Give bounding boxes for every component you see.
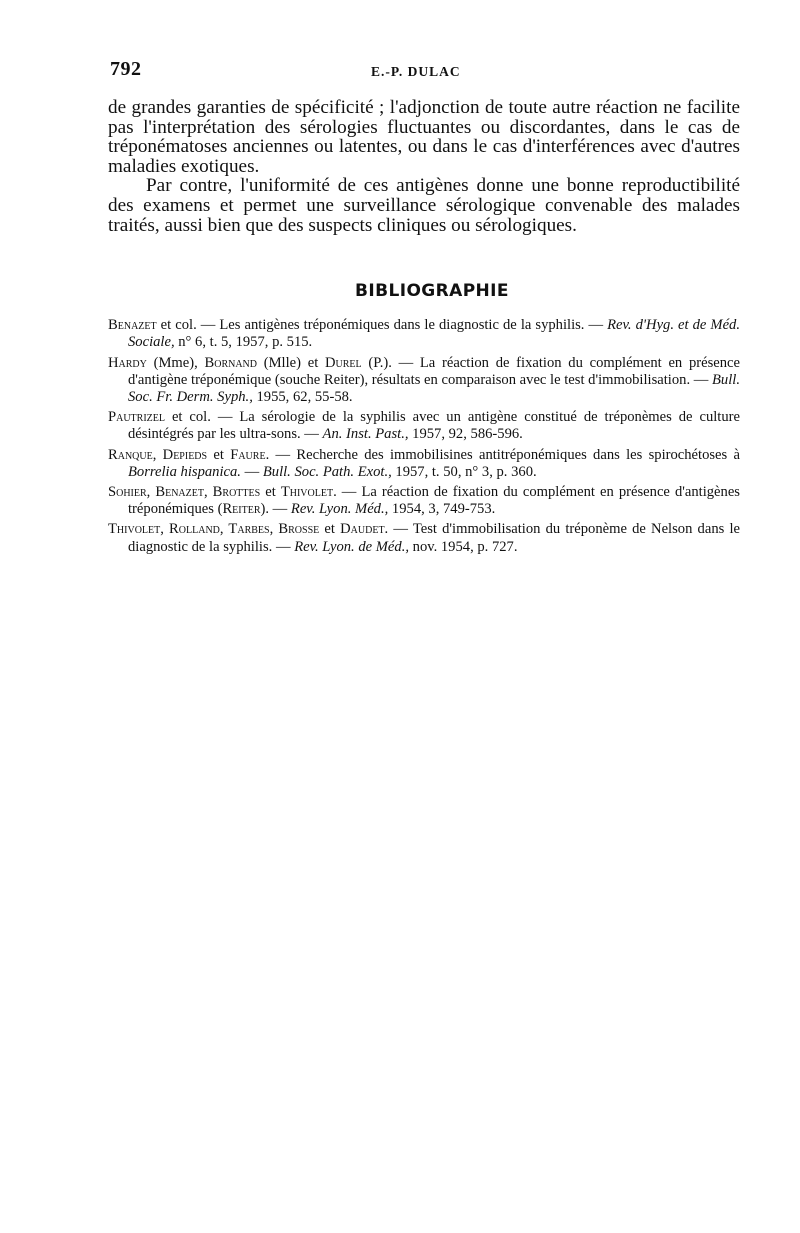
reference-text: et col. — La sérologie de la syphilis avec un antigène constitué de tréponèmes de culture désintégrés par les ultra-sons. —: [128, 409, 740, 443]
reference-species: Borrelia hispanica.: [128, 463, 241, 480]
reference-text: et: [260, 483, 281, 500]
reference-text: 1957, t. 50, n° 3, p. 360.: [391, 463, 537, 480]
reference-item: [108, 409, 740, 443]
reference-journal: An. Inst. Past.,: [322, 426, 409, 443]
reference-authors: Bornand: [204, 354, 257, 371]
reference-text: et col. — Les antigènes tréponémiques dans le diagnostic de la syphilis. —: [156, 317, 608, 334]
reference-authors: Durel: [324, 354, 362, 371]
reference-journal: Rev. Lyon. de Méd.,: [294, 538, 409, 555]
reference-item: [108, 317, 740, 351]
reference-item: [108, 447, 740, 481]
reference-journal: Bull. Soc. Path. Exot.,: [262, 463, 392, 480]
reference-list: [108, 317, 740, 556]
reference-authors: Faure: [230, 446, 266, 463]
reference-journal: Bull. Soc. Fr. Derm. Syph.,: [128, 371, 740, 405]
reference-authors: Benazet: [108, 317, 157, 334]
reference-text: et: [319, 521, 341, 538]
bibliography-title: BIBLIOGRAPHIE: [355, 281, 509, 302]
body-text: [108, 98, 740, 235]
reference-text: et: [207, 446, 231, 463]
reference-text: 1954, 3, 749-753.: [388, 501, 496, 518]
reference-item: [108, 355, 740, 407]
reference-text: (Mlle) et: [257, 354, 325, 371]
reference-authors: Ranque, Depieds: [108, 446, 208, 463]
reference-text: . — Recherche des immobilisines antitréponémiques dans les spirochétoses à: [265, 446, 740, 463]
reference-text: nov. 1954, p. 727.: [409, 538, 518, 555]
paragraph: de grandes garanties de spécificité ; l'adjonction de toute autre réaction ne facilite pas l'interprétation des sérologies fluctuantes ou discordantes, dans le cas de tréponématoses anciennes ou latentes, ou dans le cas d'interférences avec d'autres maladies exotiques.: [108, 97, 740, 177]
reference-authors: Sohier, Benazet, Brottes: [108, 483, 261, 500]
reference-text: . — La réaction de fixation du complément en présence d'antigènes tréponémiques (: [128, 483, 740, 518]
reference-text: (P.). — La réaction de fixation du complément en présence d'antigène tréponémique (souche Reiter), résultats en comparaison avec le test d'immobilisation. —: [128, 354, 740, 388]
running-head: [108, 58, 740, 88]
reference-text: (Mme),: [146, 354, 205, 371]
reference-text: n° 6, t. 5, 1957, p. 515.: [174, 334, 313, 351]
reference-authors: Thivolet, Rolland, Tarbes, Brosse: [108, 521, 320, 538]
reference-authors: Thivolet: [280, 483, 334, 500]
reference-text: 1957, 92, 586-596.: [408, 426, 523, 443]
reference-text: —: [240, 463, 263, 480]
reference-journal: Rev. d'Hyg. et de Méd. Sociale,: [128, 317, 741, 351]
reference-journal: Rev. Lyon. Méd.,: [290, 501, 389, 518]
reference-text: ). —: [260, 501, 291, 518]
reference-text: . — Test d'immobilisation du tréponème de Nelson dans le diagnostic de la syphilis. —: [128, 521, 740, 555]
reference-authors: Daudet: [340, 521, 385, 538]
author-running-head: E.-P. DULAC: [371, 64, 461, 79]
reference-item: [108, 484, 740, 518]
document-page: [108, 58, 740, 559]
reference-authors: Hardy: [108, 354, 147, 371]
reference-authors: Pautrizel: [108, 409, 165, 426]
reference-text: 1955, 62, 55-58.: [252, 388, 353, 405]
paragraph: Par contre, l'uniformité de ces antigènes donne une bonne reproductibilité des examens et permet une surveillance sérologique convenable des malades traités, aussi bien que des suspects cliniques ou sérologiques.: [108, 175, 740, 236]
page-number: 792: [110, 58, 142, 80]
reference-item: [108, 521, 740, 555]
reference-strain: Reiter: [222, 501, 261, 518]
